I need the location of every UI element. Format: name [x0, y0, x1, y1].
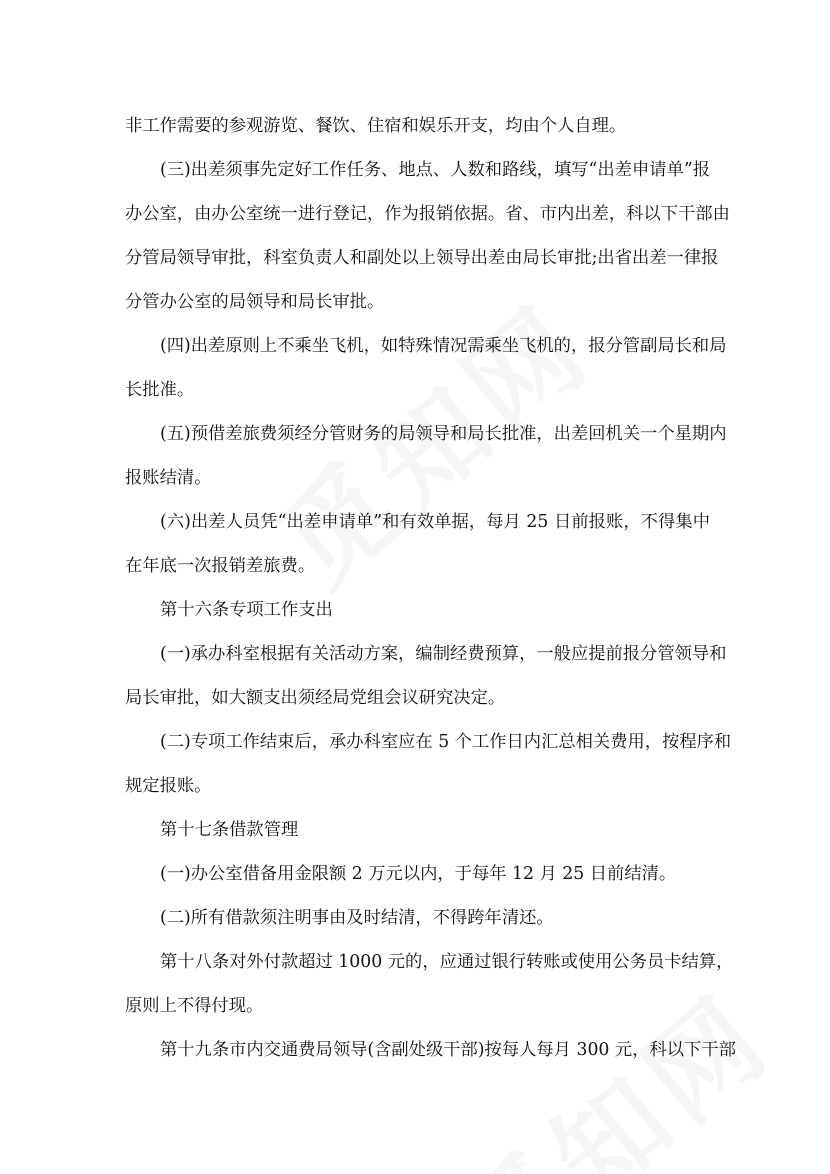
text-line: 第十八条对外付款超过 1000 元的，应通过银行转账或使用公务员卡结算，	[160, 952, 734, 972]
text-line: 局长审批，如大额支出须经局党组会议研究决定。	[125, 688, 506, 708]
text-line: 长批准。	[125, 380, 195, 400]
text-line: (四)出差原则上不乘坐飞机，如特殊情况需乘坐飞机的，报分管副局长和局	[160, 336, 727, 356]
text-line: 办公室，由办公室统一进行登记，作为报销依据。省、市内出差，科以下干部由	[125, 204, 730, 224]
section-heading: 第十六条专项工作支出	[160, 600, 333, 620]
text-line: (五)预借差旅费须经分管财务的局领导和局长批准，出差回机关一个星期内	[160, 424, 727, 444]
text-line: (一)承办科室根据有关活动方案，编制经费预算，一般应提前报分管领导和	[160, 644, 727, 664]
text-line: (三)出差须事先定好工作任务、地点、人数和路线，填写“出差申请单”报	[160, 160, 710, 180]
text-line: (六)出差人员凭“出差申请单”和有效单据，每月 25 日前报账，不得集中	[160, 512, 710, 532]
text-line: (二)所有借款须注明事由及时结清，不得跨年清还。	[160, 908, 554, 928]
text-line: 在年底一次报销差旅费。	[125, 556, 316, 576]
text-line: 第十九条市内交通费局领导(含副处级干部)按每人每月 300 元，科以下干部	[160, 1040, 736, 1060]
text-line: 原则上不得付现。	[125, 996, 264, 1016]
text-line: (二)专项工作结束后，承办科室应在 5 个工作日内汇总相关费用，按程序和	[160, 732, 732, 752]
section-heading: 第十七条借款管理	[160, 820, 299, 840]
text-line: (一)办公室借备用金限额 2 万元以内，于每年 12 月 25 日前结清。	[160, 864, 677, 884]
text-line: 分管办公室的局领导和局长审批。	[125, 292, 385, 312]
text-line: 报账结清。	[125, 468, 212, 488]
text-line: 规定报账。	[125, 776, 212, 796]
text-line: 分管局领导审批，科室负责人和副处以上领导出差由局长审批;出省出差一律报	[125, 248, 719, 268]
text-line: 非工作需要的参观游览、餐饮、住宿和娱乐开支，均由个人自理。	[125, 116, 627, 136]
